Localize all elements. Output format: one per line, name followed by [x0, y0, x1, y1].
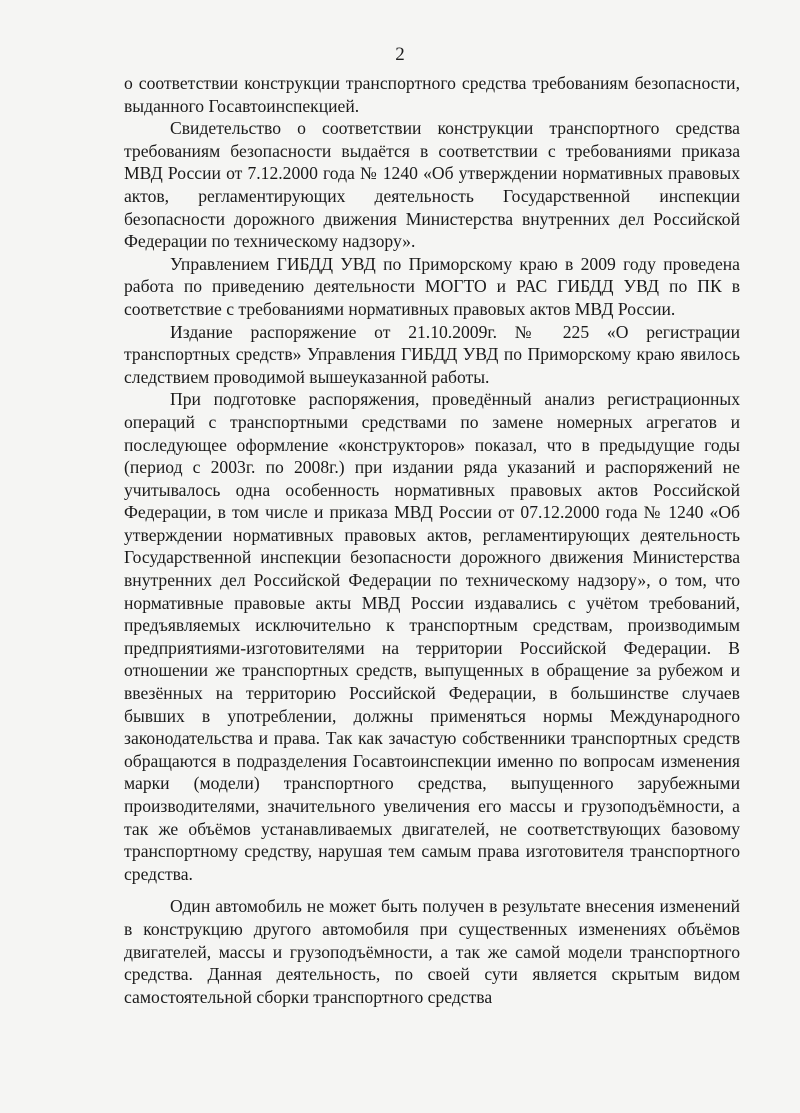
paragraph-2: Свидетельство о соответствии конструкции транспортного средства требованиям безопасности выдаётся в соответствии с требованиями приказа МВД России от 7.12.2000 года № 1240 «Об утверждении нормативных правовых актов, регламентирующих деятельность Государственной инспекции безопасности дорожного движения Министерства внутренних дел Российской Федерации по техническому надзору».	[124, 118, 740, 252]
paragraph-3: Управлением ГИБДД УВД по Приморскому краю в 2009 году проведена работа по приведению деятельности МОГТО и РАС ГИБДД УВД по ПК в соответствие с требованиями нормативных правовых актов МВД России.	[124, 253, 740, 319]
page-number: 2	[395, 44, 405, 65]
paragraph-4: Издание распоряжение от 21.10.2009г. № 225 «О регистрации транспортных средств» Управления ГИБДД УВД по Приморскому краю явилось следствием проводимой вышеуказанной работы.	[124, 321, 740, 387]
paragraph-1: о соответствии конструкции транспортного средства требованиям безопасности, выданного Госавтоинспекцией.	[124, 73, 740, 116]
paragraph-6: Один автомобиль не может быть получен в результате внесения изменений в конструкцию другого автомобиля при существенных изменениях объёмов двигателей, массы и грузоподъёмности, а так же самой модели транспортного средства. Данная деятельность, по своей сути является скрытым видом самостоятельной сборки транспортного средства	[124, 896, 740, 1007]
document-body	[124, 72, 740, 1008]
paragraph-5: При подготовке распоряжения, проведённый анализ регистрационных операций с транспортными средствами по замене номерных агрегатов и последующее оформление «конструкторов» показал, что в предыдущие годы (период с 2003г. по 2008г.) при издании ряда указаний и распоряжений не учитывалось одна особенность нормативных правовых актов Российской Федерации, в том числе и приказа МВД России от 07.12.2000 года № 1240 «Об утверждении нормативных правовых актов, регламентирующих деятельность Государственной инспекции безопасности дорожного движения Министерства внутренних дел Российской Федерации по техническому надзору», о том, что нормативные правовые акты МВД России издавались с учётом требований, предъявляемых исключительно к транспортным средствам, производимым предприятиями-изготовителями на территории Российской Федерации. В отношении же транспортных средств, выпущенных в обращение за рубежом и ввезённых на территорию Российской Федерации, в большинстве случаев бывших в употреблении, должны применяться нормы Международного законодательства и права. Так как зачастую собственники транспортных средств обращаются в подразделения Госавтоинспекции именно по вопросам изменения марки (модели) транспортного средства, выпущенного зарубежными производителями, значительного увеличения его массы и грузоподъёмности, а так же объёмов устанавливаемых двигателей, не соответствующих базовому транспортному средству, нарушая тем самым права изготовителя транспортного средства.	[124, 389, 740, 884]
